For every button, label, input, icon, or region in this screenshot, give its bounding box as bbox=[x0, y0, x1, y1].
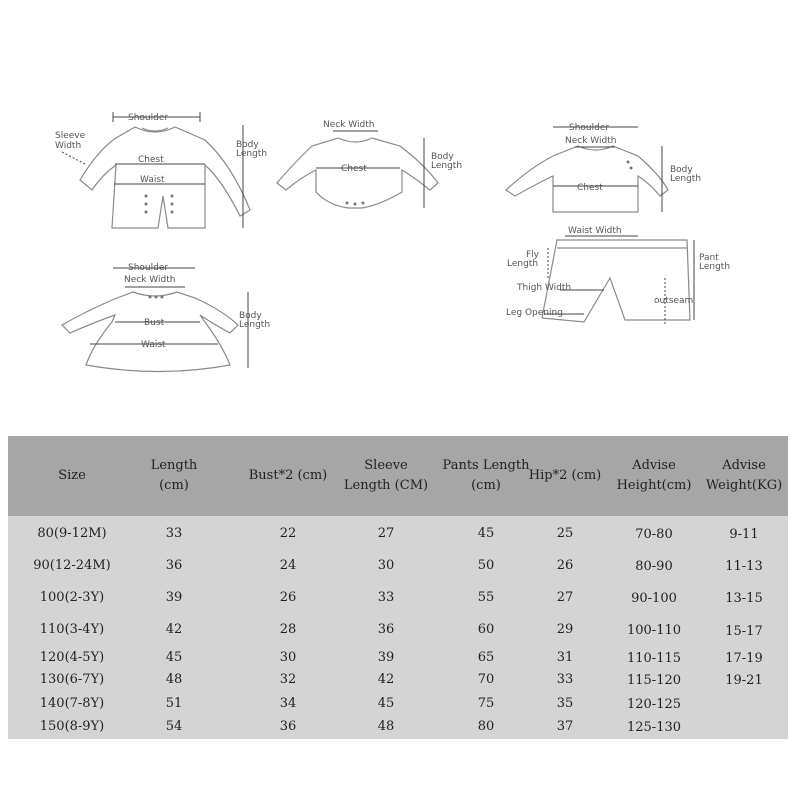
pants-outseam-label: outseam bbox=[654, 296, 694, 306]
cell-advise-height: 70-80 bbox=[635, 527, 673, 542]
top-shoulder-label: Shoulder bbox=[569, 123, 610, 133]
cell-pants-length: 65 bbox=[477, 650, 495, 665]
cell-length: 45 bbox=[165, 650, 183, 665]
dress-neck-width-label: Neck Width bbox=[124, 275, 176, 285]
top-length-label: Length bbox=[670, 174, 702, 184]
cell-advise-weight: 19-21 bbox=[725, 673, 763, 688]
bodysuit-diagram bbox=[277, 120, 462, 208]
bodysuit-neck-width-label: Neck Width bbox=[323, 120, 375, 130]
pants-leg-opening-label: Leg Opening bbox=[506, 308, 563, 318]
table-header-row bbox=[8, 436, 788, 516]
romper-chest-label: Chest bbox=[138, 155, 164, 165]
dress-length-label: Length bbox=[239, 320, 271, 330]
cell-hip: 25 bbox=[556, 526, 574, 541]
dress-waist-label: Waist bbox=[141, 340, 166, 350]
cell-size: 90(12-24M) bbox=[33, 558, 111, 573]
cell-advise-height: 100-110 bbox=[626, 623, 682, 638]
pants-fly-length-label: Length bbox=[507, 259, 539, 269]
header-pants-length: Pants Length (cm) bbox=[442, 458, 530, 493]
romper-body-label: Body bbox=[236, 140, 259, 150]
cell-sleeve-length: 39 bbox=[377, 650, 395, 665]
dress-bust-label: Bust bbox=[144, 318, 165, 328]
header-bust: Bust*2 (cm) bbox=[248, 468, 328, 483]
pants-thigh-width-label: Thigh Width bbox=[517, 283, 572, 293]
header-advise-height: Advise Height(cm) bbox=[616, 458, 692, 493]
cell-hip: 29 bbox=[556, 622, 574, 637]
pants-waist-width-label: Waist Width bbox=[568, 226, 622, 236]
cell-length: 54 bbox=[165, 719, 183, 734]
cell-pants-length: 70 bbox=[477, 672, 495, 687]
romper-width-label: Width bbox=[55, 141, 82, 151]
cell-sleeve-length: 27 bbox=[377, 526, 395, 541]
cell-hip: 35 bbox=[556, 696, 574, 711]
romper-sleeve-label: Sleeve bbox=[55, 131, 86, 141]
cell-hip: 26 bbox=[556, 558, 574, 573]
cell-hip: 27 bbox=[556, 590, 574, 605]
cell-bust: 36 bbox=[279, 719, 297, 734]
top-chest-label: Chest bbox=[577, 183, 603, 193]
cell-hip: 37 bbox=[556, 719, 574, 734]
cell-bust: 30 bbox=[279, 650, 297, 665]
cell-length: 36 bbox=[165, 558, 183, 573]
cell-length: 33 bbox=[165, 526, 183, 541]
cell-sleeve-length: 36 bbox=[377, 622, 395, 637]
romper-shoulder-label: Shoulder bbox=[128, 113, 169, 123]
top-body-label: Body bbox=[670, 165, 693, 175]
cell-bust: 26 bbox=[279, 590, 297, 605]
cell-size: 80(9-12M) bbox=[37, 526, 107, 541]
romper-diagram bbox=[55, 112, 267, 228]
cell-length: 42 bbox=[165, 622, 183, 637]
cell-bust: 22 bbox=[279, 526, 297, 541]
cell-hip: 31 bbox=[556, 650, 574, 665]
cell-advise-weight bbox=[700, 693, 788, 717]
cell-pants-length: 55 bbox=[477, 590, 495, 605]
cell-advise-height: 125-130 bbox=[626, 720, 682, 735]
bodysuit-chest-label: Chest bbox=[341, 164, 367, 174]
cell-advise-height: 90-100 bbox=[631, 591, 677, 606]
cell-advise-height: 115-120 bbox=[626, 673, 682, 688]
cell-hip: 33 bbox=[556, 672, 574, 687]
dress-diagram bbox=[62, 263, 270, 372]
top-diagram bbox=[506, 123, 701, 212]
pants-fly-label: Fly bbox=[526, 250, 540, 260]
size-chart-table bbox=[8, 436, 788, 739]
cell-pants-length: 60 bbox=[477, 622, 495, 637]
cell-length: 51 bbox=[165, 696, 183, 711]
cell-pants-length: 45 bbox=[477, 526, 495, 541]
top-neck-width-label: Neck Width bbox=[565, 136, 617, 146]
cell-advise-height: 110-115 bbox=[626, 651, 682, 666]
cell-advise-weight: 15-17 bbox=[725, 624, 763, 639]
romper-waist-label: Waist bbox=[140, 175, 165, 185]
cell-length: 39 bbox=[165, 590, 183, 605]
header-length: Length (cm) bbox=[150, 458, 198, 493]
header-advise-weight: Advise Weight(KG) bbox=[705, 458, 783, 493]
cell-advise-weight bbox=[700, 716, 788, 740]
dress-body-label: Body bbox=[239, 311, 262, 321]
cell-pants-length: 50 bbox=[477, 558, 495, 573]
cell-size: 120(4-5Y) bbox=[39, 650, 105, 665]
pants-pant-label: Pant bbox=[699, 253, 719, 263]
cell-size: 150(8-9Y) bbox=[39, 719, 105, 734]
cell-bust: 28 bbox=[279, 622, 297, 637]
cell-sleeve-length: 45 bbox=[377, 696, 395, 711]
cell-advise-weight: 17-19 bbox=[725, 651, 763, 666]
cell-pants-length: 75 bbox=[477, 696, 495, 711]
cell-advise-weight: 13-15 bbox=[725, 591, 763, 606]
cell-bust: 24 bbox=[279, 558, 297, 573]
cell-sleeve-length: 48 bbox=[377, 719, 395, 734]
bodysuit-length-label: Length bbox=[431, 161, 463, 171]
cell-advise-height: 120-125 bbox=[626, 697, 682, 712]
cell-size: 130(6-7Y) bbox=[39, 672, 105, 687]
bodysuit-body-label: Body bbox=[431, 152, 454, 162]
cell-sleeve-length: 33 bbox=[377, 590, 395, 605]
cell-bust: 32 bbox=[279, 672, 297, 687]
cell-size: 110(3-4Y) bbox=[39, 622, 105, 637]
pants-diagram bbox=[506, 226, 730, 325]
cell-size: 140(7-8Y) bbox=[39, 696, 105, 711]
pants-length-label: Length bbox=[699, 262, 731, 272]
cell-advise-weight: 11-13 bbox=[725, 559, 763, 574]
cell-size: 100(2-3Y) bbox=[39, 590, 105, 605]
header-sleeve-length: Sleeve Length (CM) bbox=[343, 458, 429, 493]
cell-length: 48 bbox=[165, 672, 183, 687]
cell-bust: 34 bbox=[279, 696, 297, 711]
cell-sleeve-length: 30 bbox=[377, 558, 395, 573]
header-hip: Hip*2 (cm) bbox=[528, 468, 602, 483]
romper-length-label: Length bbox=[236, 149, 268, 159]
header-size: Size bbox=[58, 468, 86, 483]
dress-shoulder-label: Shoulder bbox=[128, 263, 169, 273]
cell-advise-weight: 9-11 bbox=[729, 527, 759, 542]
cell-pants-length: 80 bbox=[477, 719, 495, 734]
cell-sleeve-length: 42 bbox=[377, 672, 395, 687]
cell-advise-height: 80-90 bbox=[635, 559, 673, 574]
